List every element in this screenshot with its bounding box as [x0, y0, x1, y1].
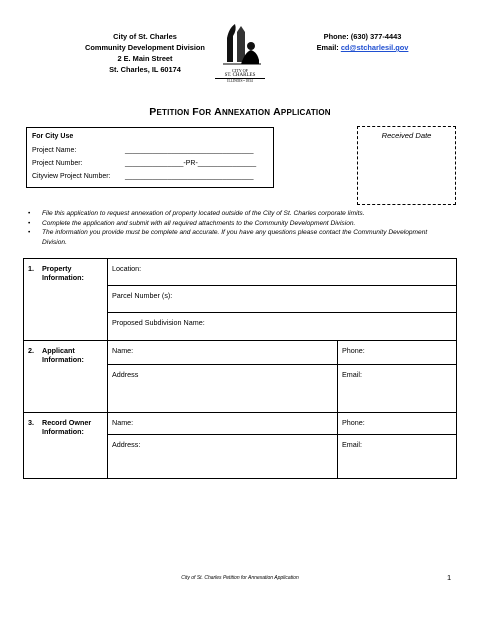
owner-name-field[interactable]: Name: — [108, 413, 338, 435]
applicant-email-field[interactable]: Email: — [342, 370, 362, 379]
applicant-name-field[interactable]: Name: — [108, 341, 338, 365]
logo-line-3: ILLINOIS • 1834 — [227, 79, 253, 83]
instruction-item: • File this application to request annexation of property located outside of the City of St. Charles corporate limits. — [28, 210, 365, 217]
email-row — [305, 42, 420, 53]
section-number: 3. — [28, 418, 34, 427]
section-label: Record Owner Information: — [42, 418, 92, 436]
city-use-heading: For City Use — [32, 133, 74, 140]
instructions-list — [28, 209, 448, 247]
division-name: Community Development Division — [85, 43, 205, 52]
logo-line-2: ST. CHARLES — [215, 73, 265, 79]
city-use-box — [26, 127, 274, 188]
email-link[interactable]: cd@stcharlesil.gov — [340, 43, 409, 52]
received-date-box — [357, 126, 456, 205]
location-field[interactable]: Location: — [108, 259, 456, 286]
bullet-icon: • — [28, 219, 31, 227]
section-number: 2. — [28, 346, 34, 355]
owner-phone-field[interactable]: Phone: — [338, 413, 456, 435]
applicant-phone-field[interactable]: Phone: — [338, 341, 456, 365]
received-date-label: Received Date — [381, 131, 432, 140]
project-number-label: Project Number: — [32, 160, 83, 167]
contact-info — [305, 31, 420, 53]
subdivision-name-field[interactable]: Proposed Subdivision Name: — [112, 318, 205, 327]
application-form — [23, 258, 457, 479]
division-address — [60, 31, 230, 75]
street-address: 2 E. Main Street — [117, 54, 173, 63]
section-property — [24, 259, 456, 341]
city-name: City of St. Charles — [113, 32, 177, 41]
section-applicant — [24, 341, 456, 413]
page-title: PETITION FOR ANNEXATION APPLICATION — [149, 106, 331, 118]
project-name-label: Project Name: — [32, 147, 77, 154]
page-footer: City of St. Charles Petition for Annexation Application — [181, 575, 299, 581]
bullet-icon: • — [28, 210, 31, 217]
city-logo — [215, 18, 265, 90]
bullet-icon: • — [28, 229, 31, 237]
section-number: 1. — [28, 264, 34, 273]
phone-text: Phone: (630) 377-4443 — [323, 32, 402, 41]
applicant-address-field[interactable]: Address — [108, 365, 338, 412]
section-label: Applicant Information: — [42, 346, 84, 364]
city-state-zip: St. Charles, IL 60174 — [109, 65, 181, 74]
project-name-field[interactable]: _________________________________ — [125, 147, 254, 154]
parcel-number-field[interactable]: Parcel Number (s): — [108, 286, 456, 313]
email-label: Email: — [316, 43, 341, 52]
project-number-field[interactable]: _______________-PR-_______________ — [125, 160, 257, 167]
section-label: Property Information: — [42, 264, 84, 282]
instruction-item: • Complete the application and submit with all required attachments to the Community Development Division. — [28, 219, 356, 227]
instruction-item: • The information you provide must be complete and accurate. If you have any questions please contact the Community Development Division. — [28, 229, 428, 246]
cityview-number-field[interactable]: _________________________________ — [125, 173, 254, 180]
owner-email-field[interactable]: Email: — [342, 440, 362, 449]
owner-address-field[interactable]: Address: — [108, 435, 338, 478]
page-number: 1 — [447, 573, 452, 582]
cityview-number-label: Cityview Project Number: — [32, 173, 111, 180]
section-record-owner — [24, 413, 456, 479]
logo-line-1: CITY OF — [231, 68, 248, 73]
